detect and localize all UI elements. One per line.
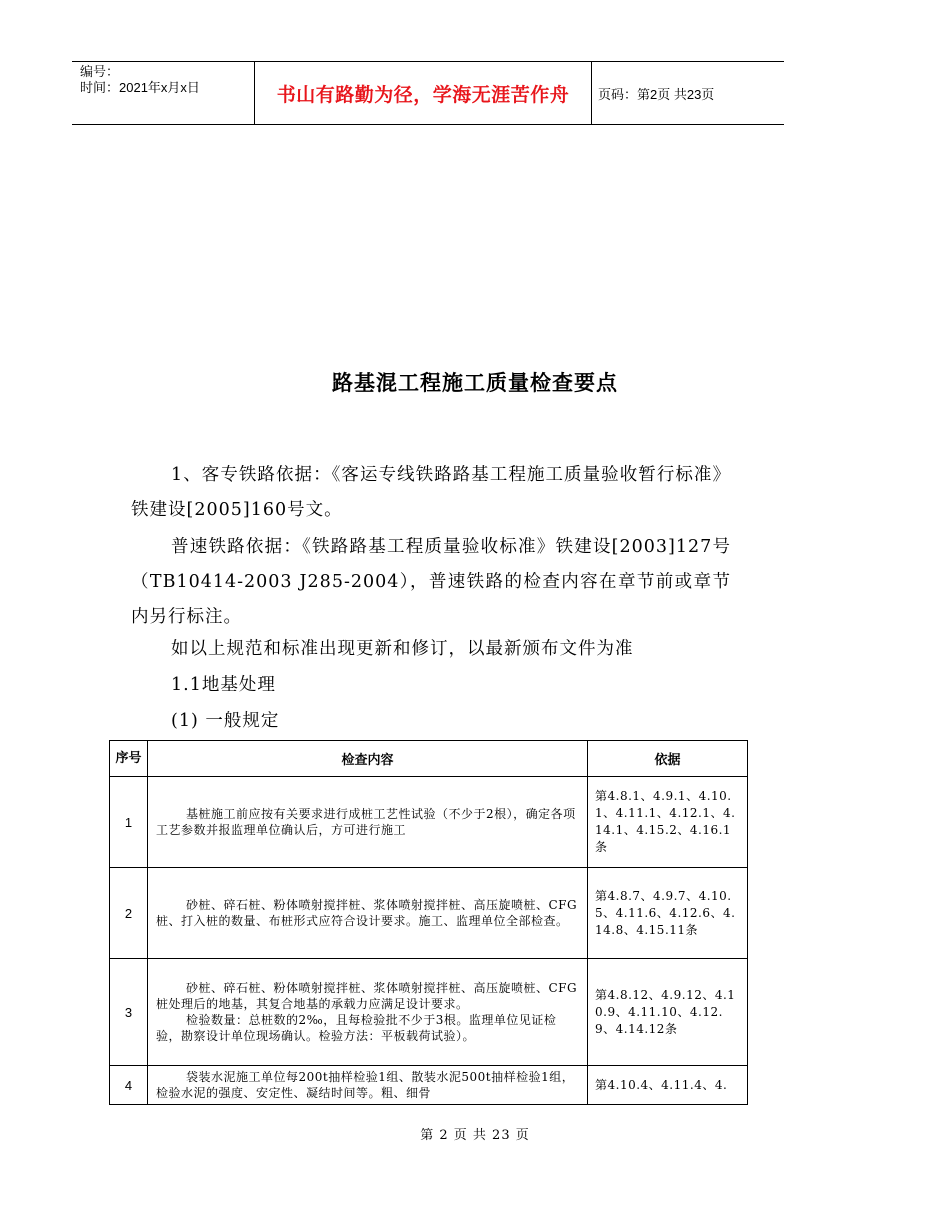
paragraph-basis-ordinary: 普速铁路依据：《铁路路基工程质量验收标准》铁建设[2003]127号（TB10414-2003 J285-2004），普速铁路的检查内容在章节前或章节内另行标注。 [131, 537, 731, 627]
row-basis: 第4.10.4、4.11.4、4. [588, 1066, 748, 1105]
header-content: 检查内容 [148, 741, 588, 777]
content-line: 砂桩、碎石桩、粉体喷射搅拌桩、浆体喷射搅拌桩、高压旋喷桩、CFG桩、打入桩的数量、布桩形式应符合设计要求。施工、监理单位全部检查。 [156, 898, 578, 928]
header-meta [72, 62, 254, 124]
table-row [110, 1066, 748, 1105]
row-content [148, 868, 588, 959]
content-line: 砂桩、碎石桩、粉体喷射搅拌桩、浆体喷射搅拌桩、高压旋喷桩、CFG桩处理后的地基，其复合地基的承载力应满足设计要求。 [156, 981, 578, 1011]
header-page-info: 页码：第2页 共23页 [598, 86, 715, 102]
row-basis: 第4.8.1、4.9.1、4.10.1、4.11.1、4.12.1、4.14.1、4.15.2、4.16.1条 [588, 777, 748, 868]
content-line: 基桩施工前应按有关要求进行成桩工艺性试验（不少于2根），确定各项工艺参数并报监理单位确认后，方可进行施工 [156, 807, 576, 837]
row-basis: 第4.8.7、4.9.7、4.10.5、4.11.6、4.12.6、4.14.8、4.15.11条 [588, 868, 748, 959]
table-row [110, 777, 748, 868]
page-footer: 第 2 页 共 23 页 [420, 1128, 530, 1143]
section-heading: 1.1地基处理 [171, 675, 276, 695]
header-number: 编号： [80, 64, 120, 79]
paragraph-update-note: 如以上规范和标准出现更新和修订，以最新颁布文件为准 [171, 639, 634, 659]
content-line: 检验数量：总桩数的2‰，且每检验批不少于3根。监理单位见证检验，勘察设计单位现场确认。检验方法：平板载荷试验）。 [156, 1013, 557, 1043]
document-title: 路基混工程施工质量检查要点 [332, 371, 618, 395]
table-header-row [110, 741, 748, 777]
row-content [148, 1066, 588, 1105]
page-header [72, 61, 784, 125]
header-time: 时间：2021年x月x日 [80, 80, 200, 95]
row-content [148, 777, 588, 868]
table-row [110, 868, 748, 959]
row-basis: 第4.8.12、4.9.12、4.10.9、4.11.10、4.12.9、4.14.12条 [588, 959, 748, 1066]
header-motto: 书山有路勤为径，学海无涯苦作舟 [254, 62, 592, 124]
row-no: 1 [110, 777, 148, 868]
header-basis: 依据 [588, 741, 748, 777]
inspection-table [109, 740, 748, 1105]
row-no: 3 [110, 959, 148, 1066]
paragraph-basis-passenger: 1、客专铁路依据：《客运专线铁路路基工程施工质量验收暂行标准》铁建设[2005]160号文。 [131, 465, 731, 520]
subsection-heading: (1) 一般规定 [171, 711, 280, 731]
row-no: 2 [110, 868, 148, 959]
header-no: 序号 [110, 741, 148, 777]
row-content [148, 959, 588, 1066]
table-row [110, 959, 748, 1066]
content-line: 袋装水泥施工单位每200t抽样检验1组、散装水泥500t抽样检验1组，检验水泥的强度、安定性、凝结时间等。粗、细骨 [156, 1070, 575, 1100]
row-no: 4 [110, 1066, 148, 1105]
